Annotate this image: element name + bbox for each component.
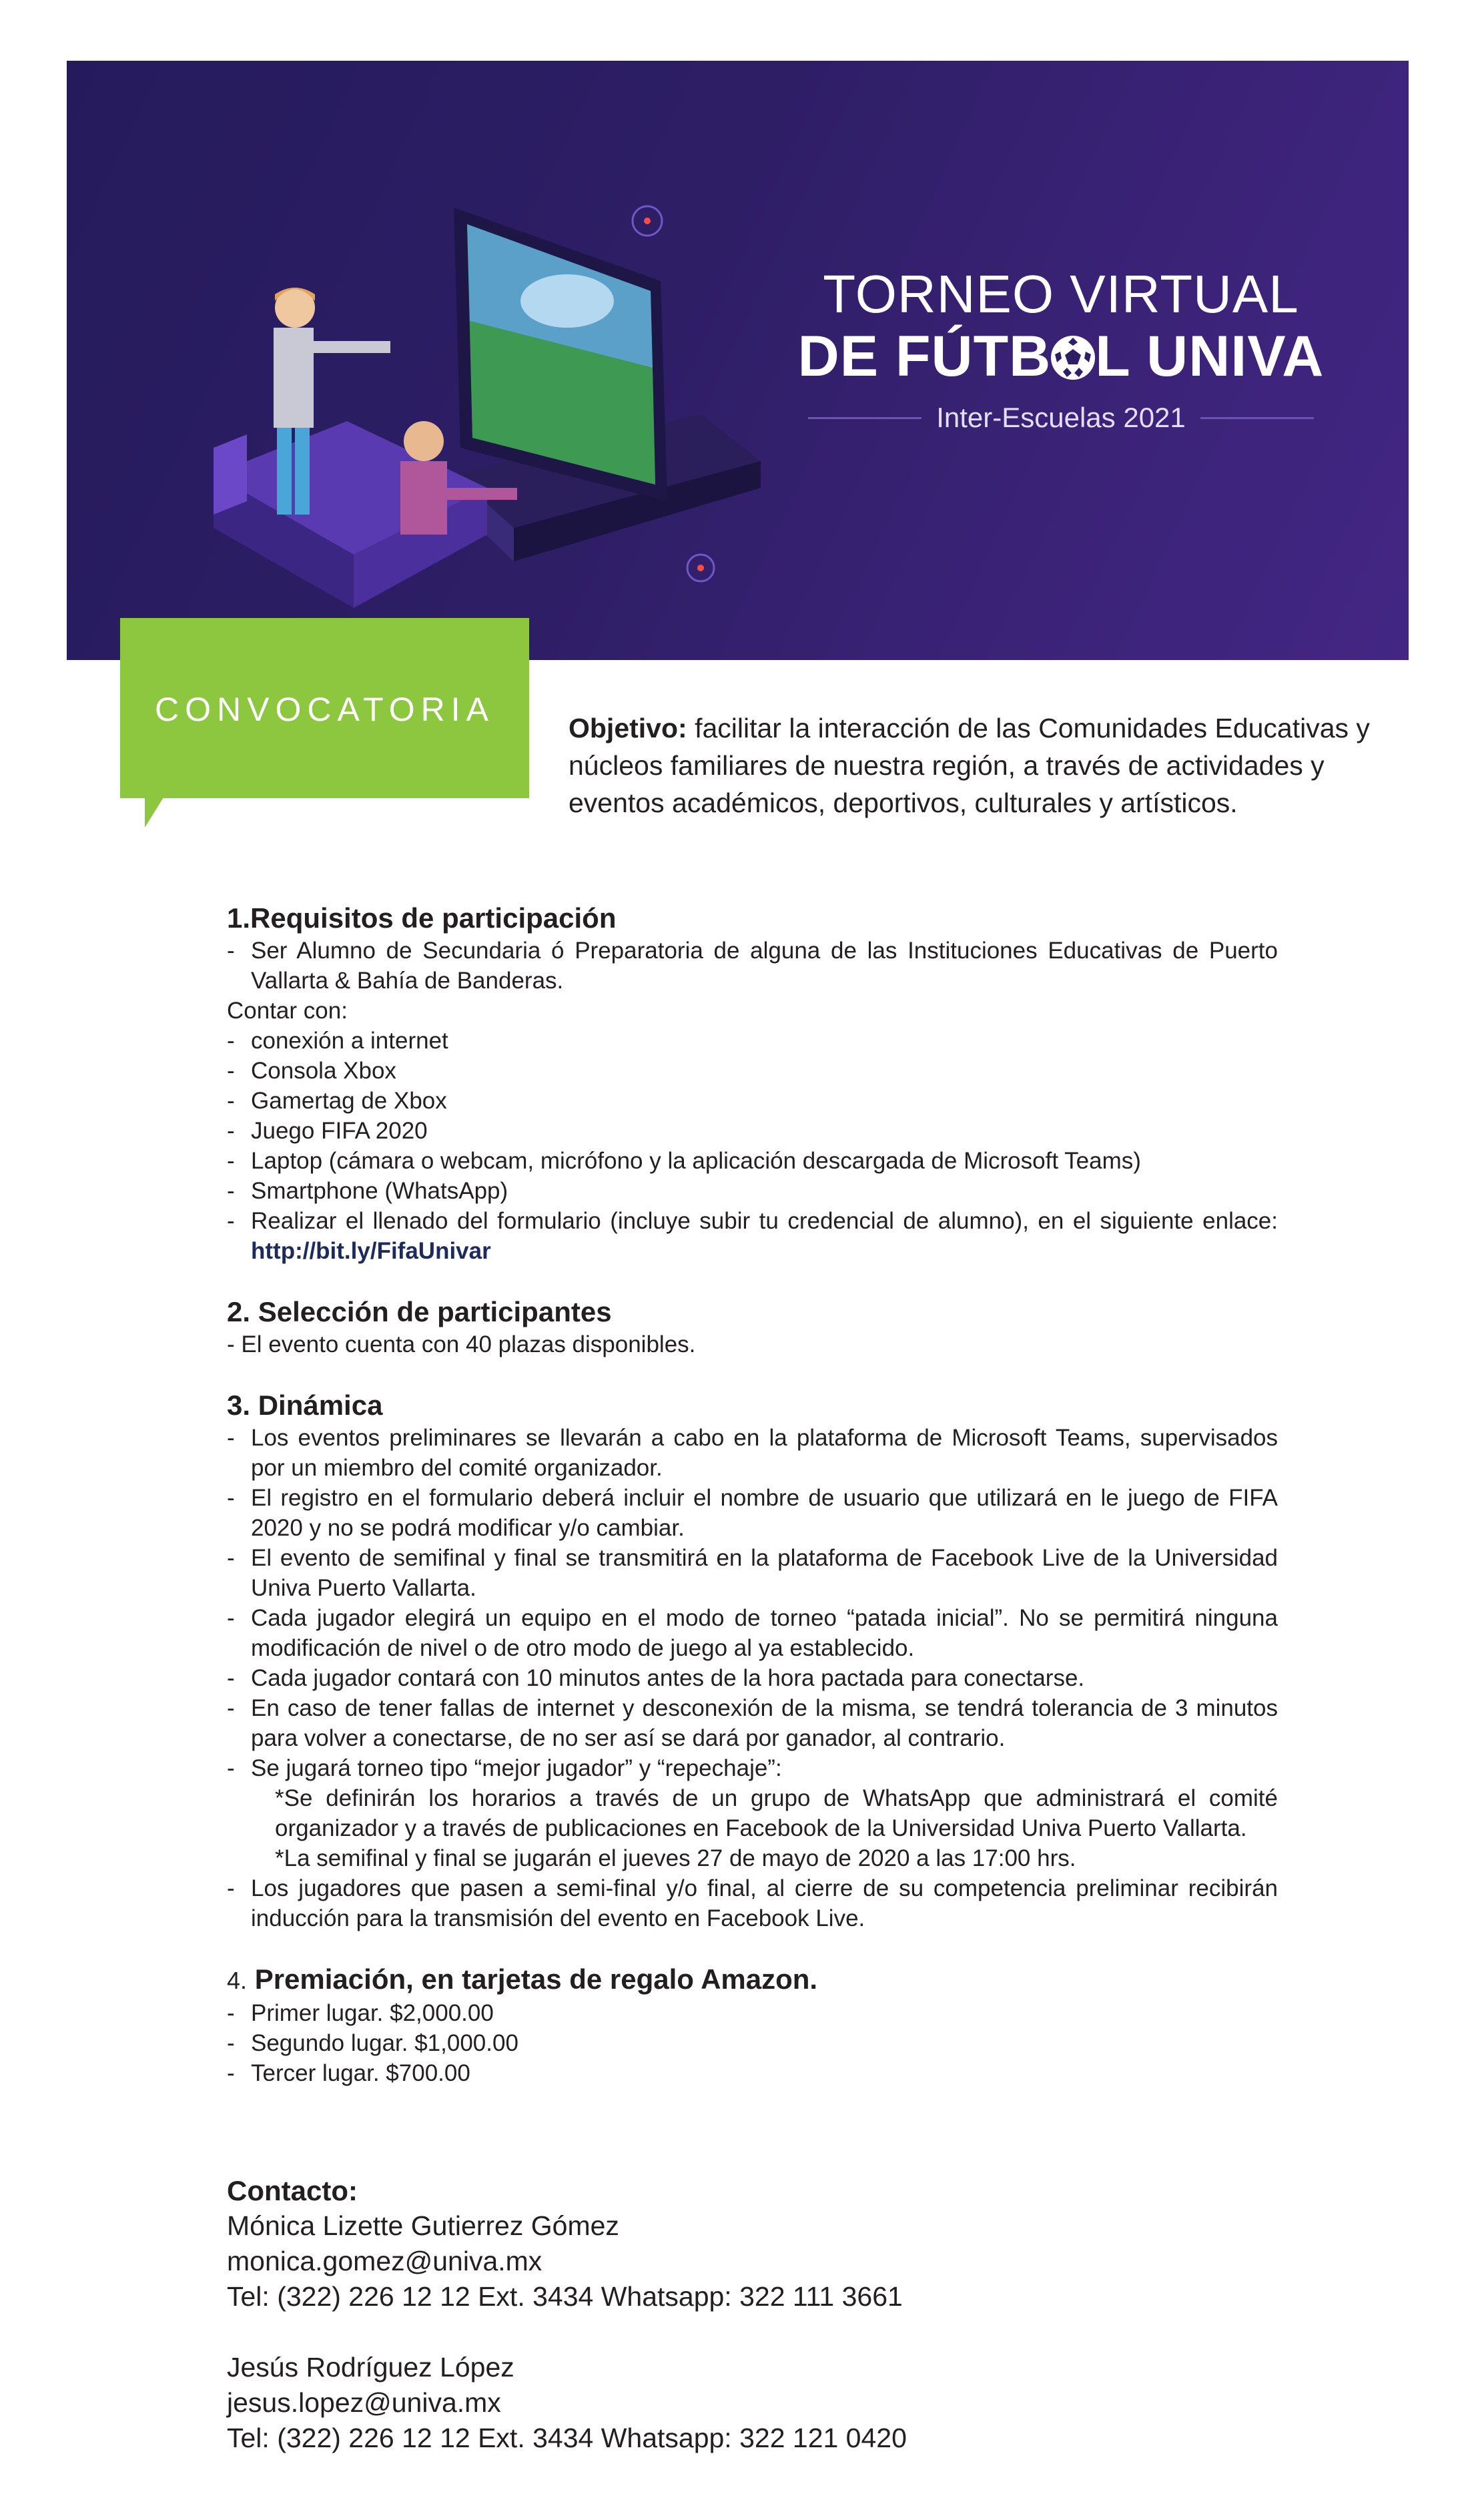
soccer-ball-icon [1051, 336, 1095, 380]
requisito-text: Ser Alumno de Secundaria ó Preparatoria de alguna de las Instituciones Educativas de Puerto Vallarta & Bahía de Banderas. [251, 938, 1278, 994]
title-line-2 [794, 324, 1328, 388]
list-item: - Consola Xbox [227, 1058, 396, 1084]
objective-paragraph [569, 709, 1396, 822]
title-line-2-end: L UNIVA [1095, 324, 1325, 388]
dinamica-subnote: *La semifinal y final se jugarán el jueves 27 de mayo de 2020 a las 17:00 hrs. [275, 1845, 1076, 1871]
contact-1-email[interactable]: monica.gomez@univa.mx [227, 2246, 542, 2276]
subtitle-row [794, 402, 1328, 434]
contact-2-email[interactable]: jesus.lopez@univa.mx [227, 2387, 501, 2418]
premio-text: Tercer lugar. $700.00 [251, 2060, 470, 2086]
rules-content [227, 901, 1278, 2088]
section-heading-dinamica: 3. Dinámica [227, 1389, 383, 1421]
list-item: - conexión a internet [227, 1028, 448, 1054]
section-heading-premiacion [227, 1962, 1278, 1998]
contact-2-phone: Tel: (322) 226 12 12 Ext. 3434 Whatsapp: 322 121 0420 [227, 2423, 907, 2453]
form-text: Realizar el llenado del formulario (incluye subir tu credencial de alumno), en el siguiente enlace: [251, 1208, 1278, 1234]
gamers-illustration [140, 101, 794, 641]
list-item: - Cada jugador contará con 10 minutos antes de la hora pactada para conectarse. [227, 1665, 1085, 1691]
contar-con-label: Contar con: [227, 998, 348, 1024]
contact-block [227, 2173, 1361, 2456]
dinamica-text: El registro en el formulario deberá incluir el nombre de usuario que utilizará en le juego de FIFA 2020 y no se podrá modificar y/o cambiar. [251, 1485, 1278, 1541]
seleccion-text: - El evento cuenta con 40 plazas disponibles. [227, 1331, 696, 1357]
requisito-text: Gamertag de Xbox [251, 1088, 447, 1114]
requisito-text: Laptop (cámara o webcam, micrófono y la aplicación descargada de Microsoft Teams) [251, 1148, 1141, 1174]
dinamica-text: Los jugadores que pasen a semi-final y/o final, al cierre de su competencia preliminar recibirán inducción para la transmisión del evento en Facebook Live. [251, 1875, 1278, 1931]
list-item: - El evento de semifinal y final se transmitirá en la plataforma de Facebook Live de la Universidad Univa Puerto Vallarta. [227, 1545, 1278, 1601]
title-line-1: TORNEO VIRTUAL [823, 264, 1299, 324]
premio-text: Segundo lugar. $1,000.00 [251, 2030, 518, 2056]
objective-label: Objetivo: [569, 713, 687, 743]
list-item: - Realizar el llenado del formulario (incluye subir tu credencial de alumno), en el siguiente enlace: http://bit.ly/FifaUnivar [227, 1208, 1278, 1264]
list-item: - Primer lugar. $2,000.00 [227, 2000, 494, 2026]
dinamica-text: El evento de semifinal y final se transmitirá en la plataforma de Facebook Live de la Universidad Univa Puerto Vallarta. [251, 1545, 1278, 1601]
dinamica-text: Cada jugador contará con 10 minutos antes de la hora pactada para conectarse. [251, 1665, 1085, 1691]
list-item: - En caso de tener fallas de internet y desconexión de la misma, se tendrá tolerancia de 3 minutos para volver a conectarse, de no ser así se dará por ganador, al contrario. [227, 1695, 1278, 1751]
dinamica-text: Cada jugador elegirá un equipo en el modo de torneo “patada inicial”. No se permitirá ninguna modificación de nivel o de otro modo de juego al ya establecido. [251, 1605, 1278, 1661]
list-item: - Ser Alumno de Secundaria ó Preparatoria de alguna de las Instituciones Educativas de Puerto Vallarta & Bahía de Banderas. [227, 938, 1278, 994]
title-line-2-start: DE FÚTB [797, 324, 1052, 388]
dinamica-text: En caso de tener fallas de internet y desconexión de la misma, se tendrá tolerancia de 3 minutos para volver a conectarse, de no ser así se dará por ganador, al contrario. [251, 1695, 1278, 1751]
event-title-block [794, 264, 1328, 434]
list-item: - El registro en el formulario deberá incluir el nombre de usuario que utilizará en le juego de FIFA 2020 y no se podrá modificar y/o cambiar. [227, 1485, 1278, 1541]
list-item: - Se jugará torneo tipo “mejor jugador” y “repechaje”: [227, 1755, 782, 1781]
list-item: - Segundo lugar. $1,000.00 [227, 2030, 518, 2056]
list-item: - Los jugadores que pasen a semi-final y/o final, al cierre de su competencia preliminar recibirán inducción para la transmisión del evento en Facebook Live. [227, 1875, 1278, 1931]
dinamica-text: Los eventos preliminares se llevarán a cabo en la plataforma de Microsoft Teams, supervisados por un miembro del comité organizador. [251, 1425, 1278, 1481]
list-item: - Gamertag de Xbox [227, 1088, 447, 1114]
subtitle-rule-left [808, 417, 922, 419]
list-item: - Laptop (cámara o webcam, micrófono y la aplicación descargada de Microsoft Teams) [227, 1148, 1141, 1174]
dinamica-subnote: *Se definirán los horarios a través de un grupo de WhatsApp que administrará el comité organizador y a través de publicaciones en Facebook de la Universidad Univa Puerto Vallarta. [275, 1785, 1278, 1841]
contact-1-name: Mónica Lizette Gutierrez Gómez [227, 2210, 619, 2241]
premio-text: Primer lugar. $2,000.00 [251, 2000, 494, 2026]
header-banner [67, 61, 1409, 660]
subtitle: Inter-Escuelas 2021 [936, 402, 1186, 433]
list-item: - Tercer lugar. $700.00 [227, 2060, 470, 2086]
list-item: - Cada jugador elegirá un equipo en el modo de torneo “patada inicial”. No se permitirá ninguna modificación de nivel o de otro modo de juego al ya establecido. [227, 1605, 1278, 1661]
premiacion-title: Premiación, en tarjetas de regalo Amazon. [247, 1963, 818, 1995]
section-heading-seleccion: 2. Selección de participantes [227, 1296, 612, 1327]
convocatoria-box-tail [145, 798, 163, 828]
convocatoria-label: CONVOCATORIA [155, 691, 494, 728]
form-link[interactable]: http://bit.ly/FifaUnivar [251, 1238, 491, 1264]
requisito-text: Smartphone (WhatsApp) [251, 1178, 508, 1204]
requisito-text: Consola Xbox [251, 1058, 396, 1084]
list-item: - Juego FIFA 2020 [227, 1118, 428, 1144]
convocatoria-box [120, 618, 529, 798]
objective-text: facilitar la interacción de las Comunidades Educativas y núcleos familiares de nuestra región, a través de actividades y eventos académicos, deportivos, culturales y artísticos. [569, 713, 1370, 818]
requisito-text: conexión a internet [251, 1028, 448, 1054]
requisito-text: Juego FIFA 2020 [251, 1118, 428, 1144]
contact-2-name: Jesús Rodríguez López [227, 2352, 514, 2383]
premiacion-number: 4. [227, 1967, 248, 1994]
list-item: - Los eventos preliminares se llevarán a cabo en la plataforma de Microsoft Teams, supervisados por un miembro del comité organizador. [227, 1425, 1278, 1481]
contact-heading: Contacto: [227, 2175, 358, 2206]
list-item: - Smartphone (WhatsApp) [227, 1178, 508, 1204]
subtitle-rule-right [1200, 417, 1314, 419]
section-heading-requisitos: 1.Requisitos de participación [227, 902, 617, 934]
contact-1-phone: Tel: (322) 226 12 12 Ext. 3434 Whatsapp: 322 111 3661 [227, 2281, 903, 2312]
dinamica-text: Se jugará torneo tipo “mejor jugador” y “repechaje”: [251, 1755, 782, 1781]
